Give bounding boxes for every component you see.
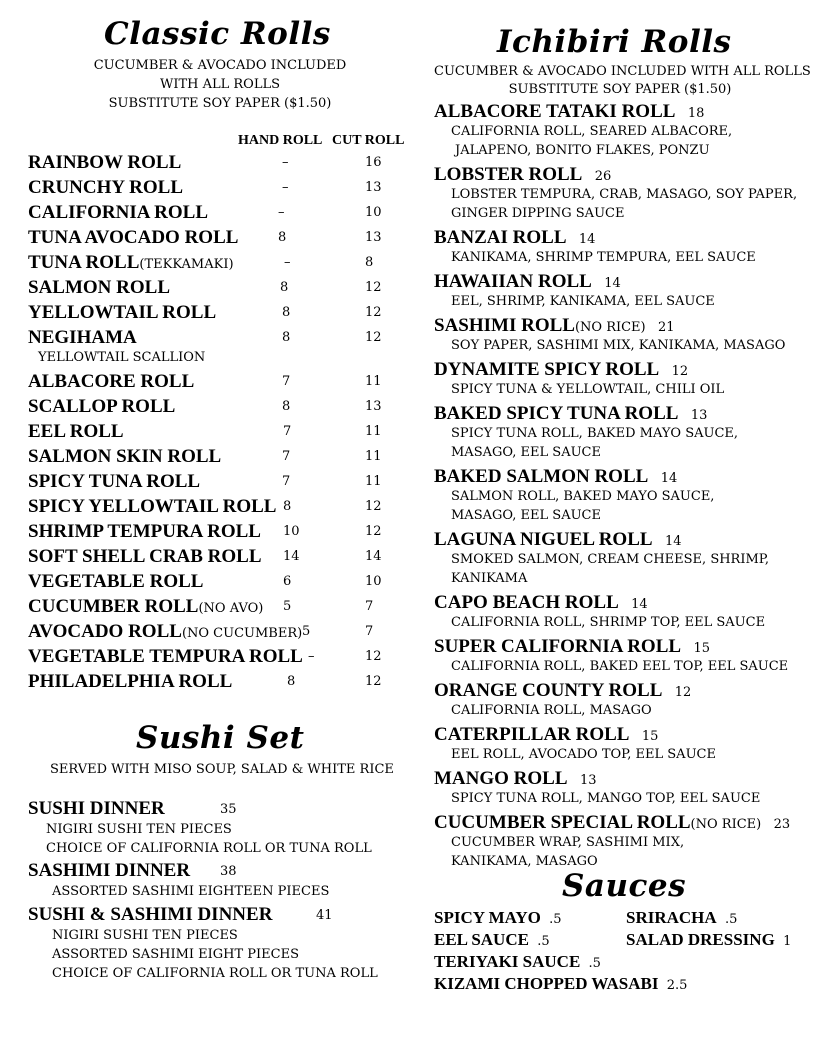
- roll-name-text: TUNA AVOCADO ROLL: [28, 227, 239, 248]
- cut-roll-price: 12: [365, 649, 382, 664]
- roll-name-text: PHILADELPHIA ROLL: [28, 671, 233, 692]
- spacer: [619, 597, 631, 612]
- roll-name-text: SCALLOP ROLL: [28, 396, 176, 417]
- roll-name: [28, 471, 200, 493]
- cut-roll-price: 10: [365, 574, 382, 589]
- set-description: CHOICE OF CALIFORNIA ROLL OR TUNA ROLL: [46, 841, 372, 856]
- spacer: [653, 534, 665, 549]
- ichibiri-roll-item: [434, 101, 704, 123]
- roll-price: 18: [687, 106, 705, 121]
- cut-roll-price: 11: [365, 449, 382, 464]
- spacer: [761, 817, 773, 832]
- set-price: 41: [316, 908, 333, 923]
- spacer: [541, 912, 549, 927]
- sauce-name: EEL SAUCE: [434, 930, 529, 949]
- sauce-name: KIZAMI CHOPPED WASABI: [434, 974, 659, 993]
- ichibiri-roll-item: [434, 724, 658, 746]
- roll-name-suffix: (NO RICE): [690, 817, 762, 832]
- ichibiri-roll-item: [434, 271, 621, 293]
- cut-roll-price: 16: [365, 155, 382, 170]
- hand-roll-price: 10: [283, 524, 300, 539]
- classic-roll-item: [28, 446, 408, 471]
- classic-roll-item: [28, 371, 408, 396]
- roll-price: 15: [641, 729, 659, 744]
- roll-name: [28, 446, 221, 468]
- roll-name-text: TUNA ROLL: [28, 252, 140, 273]
- spacer: [529, 934, 537, 949]
- classic-roll-item: [28, 596, 408, 621]
- ichibiri-roll-item: [434, 164, 611, 186]
- roll-price: 15: [693, 641, 710, 656]
- hand-roll-price: –: [282, 155, 289, 170]
- roll-name: LAGUNA NIGUEL ROLL: [434, 529, 653, 550]
- spacer: [629, 729, 641, 744]
- roll-name: [28, 596, 263, 618]
- set-name: SASHIMI DINNER: [28, 860, 191, 881]
- sauce-price: .5: [724, 912, 738, 927]
- hand-roll-price: 8: [283, 499, 292, 514]
- hand-roll-price: 8: [280, 280, 289, 295]
- roll-name: ALBACORE TATAKI ROLL: [434, 101, 676, 122]
- spacer: [717, 912, 725, 927]
- spacer: [567, 232, 579, 247]
- cut-roll-price: 12: [365, 674, 382, 689]
- roll-price: 12: [671, 364, 689, 379]
- classic-note-1: CUCUMBER & AVOCADO INCLUDED: [93, 58, 347, 73]
- classic-roll-item: [28, 521, 408, 546]
- ichibiri-roll-item: [434, 227, 595, 249]
- roll-price: 14: [664, 534, 682, 549]
- set-name: SUSHI DINNER: [28, 798, 165, 819]
- roll-name: CUCUMBER SPECIAL ROLL: [434, 812, 691, 833]
- roll-price: 12: [674, 685, 692, 700]
- classic-note-3: SUBSTITUTE SOY PAPER ($1.50): [108, 96, 332, 111]
- hand-roll-price: 7: [282, 449, 291, 464]
- ichibiri-roll-item: [434, 359, 688, 381]
- roll-name-text: VEGETABLE TEMPURA ROLL: [28, 646, 303, 667]
- roll-description: KANIKAMA, MASAGO: [451, 854, 598, 869]
- roll-name: CATERPILLAR ROLL: [434, 724, 630, 745]
- cut-roll-price: 12: [365, 305, 382, 320]
- classic-roll-item: [28, 496, 408, 521]
- hand-roll-price: –: [308, 649, 315, 664]
- ichibiri-roll-item: [434, 466, 677, 488]
- roll-price: 14: [631, 597, 648, 612]
- roll-name: [28, 277, 170, 299]
- sauce-price: 1: [783, 934, 792, 949]
- roll-suffix-wrap: [575, 315, 646, 336]
- roll-description: YELLOWTAIL SCALLION: [38, 350, 206, 365]
- sauce-name: SALAD DRESSING: [626, 930, 775, 949]
- roll-name: [28, 496, 276, 518]
- sauce-item: [626, 908, 737, 928]
- roll-name-text: VEGETABLE ROLL: [28, 571, 204, 592]
- roll-price: 14: [604, 276, 621, 291]
- roll-price: 14: [660, 471, 678, 486]
- roll-name-text: CALIFORNIA ROLL: [28, 202, 208, 223]
- hand-roll-price: 5: [302, 624, 311, 639]
- roll-name: [28, 371, 194, 393]
- roll-description: KANIKAMA, SHRIMP TEMPURA, EEL SAUCE: [451, 250, 756, 265]
- spacer: [592, 276, 604, 291]
- sushi-set-item: [28, 860, 190, 882]
- roll-name: [28, 252, 234, 274]
- roll-description: SPICY TUNA & YELLOWTAIL, CHILI OIL: [451, 382, 725, 397]
- roll-name-text: CRUNCHY ROLL: [28, 177, 183, 198]
- roll-name: [28, 671, 232, 693]
- roll-name-text: AVOCADO ROLL: [28, 621, 182, 642]
- set-description: ASSORTED SASHIMI EIGHTEEN PIECES: [52, 884, 330, 899]
- roll-name: [28, 152, 181, 174]
- roll-name: [28, 396, 175, 418]
- ichibiri-roll-item: [434, 315, 675, 337]
- roll-name-text: ALBACORE ROLL: [28, 371, 195, 392]
- classic-roll-item: [28, 277, 408, 302]
- classic-roll-item: [28, 621, 408, 646]
- ichibiri-note-2: SUBSTITUTE SOY PAPER ($1.50): [508, 82, 732, 97]
- roll-description: EEL ROLL, AVOCADO TOP, EEL SAUCE: [451, 747, 716, 762]
- roll-name: [28, 302, 216, 324]
- roll-name: [28, 646, 303, 668]
- cut-roll-price: 12: [365, 330, 382, 345]
- classic-roll-item: [28, 152, 408, 177]
- hand-roll-price: 6: [283, 574, 292, 589]
- cut-roll-price: 12: [365, 499, 382, 514]
- set-price: 35: [220, 802, 237, 817]
- cut-roll-price: 10: [365, 205, 382, 220]
- roll-description: SPICY TUNA ROLL, MANGO TOP, EEL SAUCE: [451, 791, 761, 806]
- roll-name: DYNAMITE SPICY ROLL: [434, 359, 660, 380]
- roll-description: JALAPENO, BONITO FLAKES, PONZU: [455, 143, 710, 158]
- cut-roll-price: 7: [365, 599, 374, 614]
- roll-price: 26: [594, 169, 612, 184]
- ichibiri-roll-item: [434, 403, 707, 425]
- ichibiri-rolls-title: Ichibiri Rolls: [497, 24, 732, 60]
- roll-description: CUCUMBER WRAP, SASHIMI MIX,: [451, 835, 685, 850]
- roll-description: MASAGO, EEL SAUCE: [451, 508, 601, 523]
- roll-name-suffix: (NO RICE): [574, 320, 646, 335]
- roll-name: [28, 227, 238, 249]
- cut-roll-price: 13: [365, 399, 382, 414]
- classic-roll-item: [28, 421, 408, 446]
- roll-price: 13: [690, 408, 708, 423]
- roll-name-suffix: (NO AVO): [198, 601, 264, 616]
- roll-description: CALIFORNIA ROLL, MASAGO: [451, 703, 652, 718]
- roll-name-text: SPICY YELLOWTAIL ROLL: [28, 496, 277, 517]
- roll-name: [28, 327, 137, 349]
- hand-roll-price: 14: [283, 549, 300, 564]
- cut-roll-price: 12: [365, 524, 382, 539]
- spacer: [662, 685, 674, 700]
- sauce-item: [434, 908, 562, 928]
- hand-roll-price: –: [284, 255, 291, 270]
- classic-rolls-title: Classic Rolls: [104, 16, 331, 52]
- roll-name: ORANGE COUNTY ROLL: [434, 680, 663, 701]
- roll-name: LOBSTER ROLL: [434, 164, 583, 185]
- roll-name: [28, 571, 203, 593]
- hand-roll-price: 8: [282, 330, 291, 345]
- spacer: [775, 934, 783, 949]
- sauce-price: .5: [537, 934, 550, 949]
- classic-roll-item: [28, 471, 408, 496]
- roll-description: SPICY TUNA ROLL, BAKED MAYO SAUCE,: [451, 426, 739, 441]
- roll-name-text: SALMON SKIN ROLL: [28, 446, 222, 467]
- cut-roll-price: 8: [365, 255, 374, 270]
- cut-roll-price: 14: [365, 549, 382, 564]
- roll-name: BAKED SPICY TUNA ROLL: [434, 403, 679, 424]
- classic-roll-item: [28, 571, 408, 596]
- roll-name: SASHIMI ROLL: [434, 315, 575, 336]
- spacer: [568, 773, 580, 788]
- spacer: [678, 408, 690, 423]
- set-description: NIGIRI SUSHI TEN PIECES: [46, 822, 232, 837]
- roll-name: HAWAIIAN ROLL: [434, 271, 592, 292]
- sauces-title: Sauces: [562, 868, 687, 904]
- spacer: [580, 956, 588, 971]
- spacer: [648, 471, 660, 486]
- spacer: [646, 320, 658, 335]
- sushi-set-title: Sushi Set: [136, 720, 305, 756]
- set-price: 38: [220, 864, 237, 879]
- cut-roll-price: 13: [365, 230, 382, 245]
- roll-name-text: NEGIHAMA: [28, 327, 137, 348]
- roll-description: LOBSTER TEMPURA, CRAB, MASAGO, SOY PAPER,: [451, 187, 798, 202]
- classic-note-2: WITH ALL ROLLS: [159, 77, 281, 92]
- roll-name-text: CUCUMBER ROLL: [28, 596, 199, 617]
- sushi-set-item: [28, 904, 272, 926]
- roll-name: BANZAI ROLL: [434, 227, 567, 248]
- classic-roll-item: [28, 646, 408, 671]
- roll-description: GINGER DIPPING SAUCE: [451, 206, 625, 221]
- roll-name-text: SALMON ROLL: [28, 277, 170, 298]
- sauce-price: .5: [588, 956, 601, 971]
- roll-name-text: YELLOWTAIL ROLL: [28, 302, 217, 323]
- roll-description: SMOKED SALMON, CREAM CHEESE, SHRIMP,: [451, 552, 770, 567]
- roll-name: [28, 177, 183, 199]
- ichibiri-roll-item: [434, 680, 691, 702]
- cut-roll-price: 11: [365, 424, 382, 439]
- roll-name: [28, 521, 261, 543]
- hand-roll-price: 8: [282, 399, 291, 414]
- classic-roll-item: [28, 327, 408, 352]
- classic-roll-item: [28, 202, 408, 227]
- ichibiri-roll-item: [434, 529, 682, 551]
- ichibiri-note-1: CUCUMBER & AVOCADO INCLUDED WITH ALL ROLLS: [434, 64, 811, 79]
- roll-description: CALIFORNIA ROLL, SHRIMP TOP, EEL SAUCE: [451, 615, 766, 630]
- sauce-item: [434, 974, 687, 994]
- roll-name-suffix: (TEKKAMAKI): [139, 257, 234, 272]
- hand-roll-price: 8: [287, 674, 296, 689]
- hand-roll-price: –: [282, 180, 289, 195]
- sauce-price: .5: [549, 912, 562, 927]
- roll-name: [28, 421, 124, 443]
- cut-roll-price: 7: [365, 624, 374, 639]
- roll-name: SUPER CALIFORNIA ROLL: [434, 636, 682, 657]
- sauce-name: SPICY MAYO: [434, 908, 541, 927]
- sauce-item: [434, 952, 601, 972]
- roll-name-text: SOFT SHELL CRAB ROLL: [28, 546, 262, 567]
- classic-roll-item: [28, 302, 408, 327]
- classic-roll-item: [28, 227, 408, 252]
- hand-roll-price: –: [278, 205, 285, 220]
- roll-price: 13: [579, 773, 597, 788]
- roll-description: CALIFORNIA ROLL, BAKED EEL TOP, EEL SAUCE: [451, 659, 789, 674]
- roll-name: [28, 202, 208, 224]
- roll-description: SALMON ROLL, BAKED MAYO SAUCE,: [451, 489, 715, 504]
- cut-roll-price: 11: [365, 474, 382, 489]
- sauce-name: SRIRACHA: [626, 908, 717, 927]
- roll-price: 21: [658, 320, 675, 335]
- roll-name: MANGO ROLL: [434, 768, 568, 789]
- cut-roll-price: 13: [365, 180, 382, 195]
- ichibiri-roll-item: [434, 592, 648, 614]
- sauce-item: [626, 930, 791, 950]
- roll-price: 14: [578, 232, 596, 247]
- spacer: [582, 169, 594, 184]
- cut-roll-header: CUT ROLL: [332, 133, 405, 148]
- roll-name: [28, 621, 302, 643]
- cut-roll-price: 12: [365, 280, 382, 295]
- sushi-set-note: SERVED WITH MISO SOUP, SALAD & WHITE RICE: [50, 762, 394, 777]
- hand-roll-price: 8: [282, 305, 291, 320]
- roll-description: CALIFORNIA ROLL, SEARED ALBACORE,: [451, 124, 733, 139]
- roll-name-suffix: (NO CUCUMBER): [181, 626, 303, 641]
- classic-roll-item: [28, 177, 408, 202]
- hand-roll-header: HAND ROLL: [238, 133, 323, 148]
- set-name: SUSHI & SASHIMI DINNER: [28, 904, 273, 925]
- hand-roll-price: 5: [283, 599, 292, 614]
- roll-name-text: SHRIMP TEMPURA ROLL: [28, 521, 261, 542]
- roll-name: CAPO BEACH ROLL: [434, 592, 619, 613]
- hand-roll-price: 8: [278, 230, 287, 245]
- spacer: [659, 978, 667, 993]
- sushi-set-item: [28, 798, 165, 820]
- ichibiri-roll-item: [434, 812, 790, 834]
- sauce-price: 2.5: [666, 978, 688, 993]
- set-description: CHOICE OF CALIFORNIA ROLL OR TUNA ROLL: [52, 966, 378, 981]
- roll-name-text: EEL ROLL: [28, 421, 124, 442]
- roll-description: SOY PAPER, SASHIMI MIX, KANIKAMA, MASAGO: [451, 338, 786, 353]
- ichibiri-roll-item: [434, 768, 596, 790]
- roll-name: [28, 546, 262, 568]
- classic-roll-item: [28, 671, 408, 696]
- roll-suffix-wrap: [691, 812, 762, 833]
- roll-description: MASAGO, EEL SAUCE: [451, 445, 601, 460]
- spacer: [659, 364, 671, 379]
- sauce-name: TERIYAKI SAUCE: [434, 952, 581, 971]
- hand-roll-price: 7: [282, 474, 291, 489]
- roll-price: 23: [773, 817, 791, 832]
- roll-name-text: SPICY TUNA ROLL: [28, 471, 201, 492]
- hand-roll-price: 7: [282, 374, 291, 389]
- classic-roll-item: [28, 546, 408, 571]
- roll-name-text: RAINBOW ROLL: [28, 152, 182, 173]
- classic-roll-item: [28, 252, 408, 277]
- roll-description: EEL, SHRIMP, KANIKAMA, EEL SAUCE: [451, 294, 715, 309]
- sauce-item: [434, 930, 550, 950]
- spacer: [681, 641, 693, 656]
- set-description: ASSORTED SASHIMI EIGHT PIECES: [52, 947, 300, 962]
- ichibiri-roll-item: [434, 636, 710, 658]
- cut-roll-price: 11: [365, 374, 382, 389]
- roll-name: BAKED SALMON ROLL: [434, 466, 649, 487]
- set-description: NIGIRI SUSHI TEN PIECES: [52, 928, 238, 943]
- classic-roll-item: [28, 396, 408, 421]
- hand-roll-price: 7: [283, 424, 292, 439]
- spacer: [675, 106, 687, 121]
- roll-description: KANIKAMA: [451, 571, 528, 586]
